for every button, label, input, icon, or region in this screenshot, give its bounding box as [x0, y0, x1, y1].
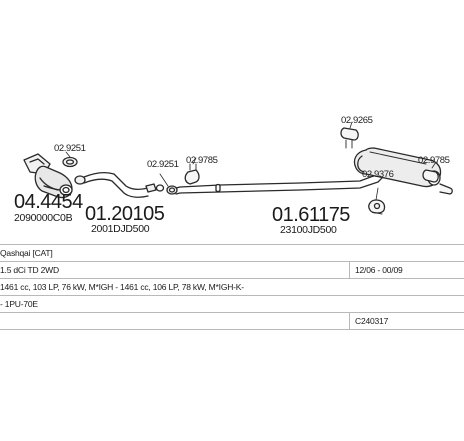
part-number-catalyst: 04.4454	[14, 191, 83, 213]
mounting-bracket-drawing	[369, 188, 385, 214]
model-name: Qashqai [CAT]	[0, 248, 53, 258]
engine-specs: 1461 cc, 103 LP, 76 kW, M*IGH - 1461 cc, 106 LP, 78 kW, M*IGH-K-	[0, 282, 244, 292]
info-row-specs	[0, 279, 464, 296]
info-row-model	[0, 244, 464, 262]
oem-number-catalyst: 2090000C0B	[14, 212, 73, 224]
part-number-front-pipe: 01.20105	[85, 203, 165, 225]
vehicle-info-table	[0, 244, 464, 330]
callout-gasket-right: 02.9251	[147, 159, 179, 170]
callout-hanger-top: 02.9265	[341, 115, 373, 126]
callout-hanger-middle: 02.9785	[186, 155, 218, 166]
oem-number-front-pipe: 2001DJD500	[91, 223, 150, 235]
callout-hanger-right: 02.9785	[418, 155, 450, 166]
catalog-number: C240317	[355, 316, 389, 326]
production-date-range: 12/06 - 00/09	[355, 265, 403, 275]
engine-description: 1.5 dCi TD 2WD	[0, 265, 59, 275]
column-divider	[349, 262, 350, 278]
rear-pipe-drawing	[176, 169, 384, 194]
front-pipe-drawing	[75, 173, 164, 198]
info-row-engine	[0, 262, 464, 279]
part-number-rear-silencer: 01.61175	[272, 204, 350, 226]
callout-gasket-left: 02.9251	[54, 143, 86, 154]
gasket-9251-left-drawing	[63, 152, 77, 167]
info-row-catalog	[0, 313, 464, 330]
callout-bracket: 02.9376	[362, 169, 394, 180]
oem-number-rear-silencer: 23100JD500	[280, 224, 337, 236]
column-divider	[349, 313, 350, 329]
engine-code: - 1PU-70E	[0, 299, 38, 309]
info-row-engine-code	[0, 296, 464, 313]
